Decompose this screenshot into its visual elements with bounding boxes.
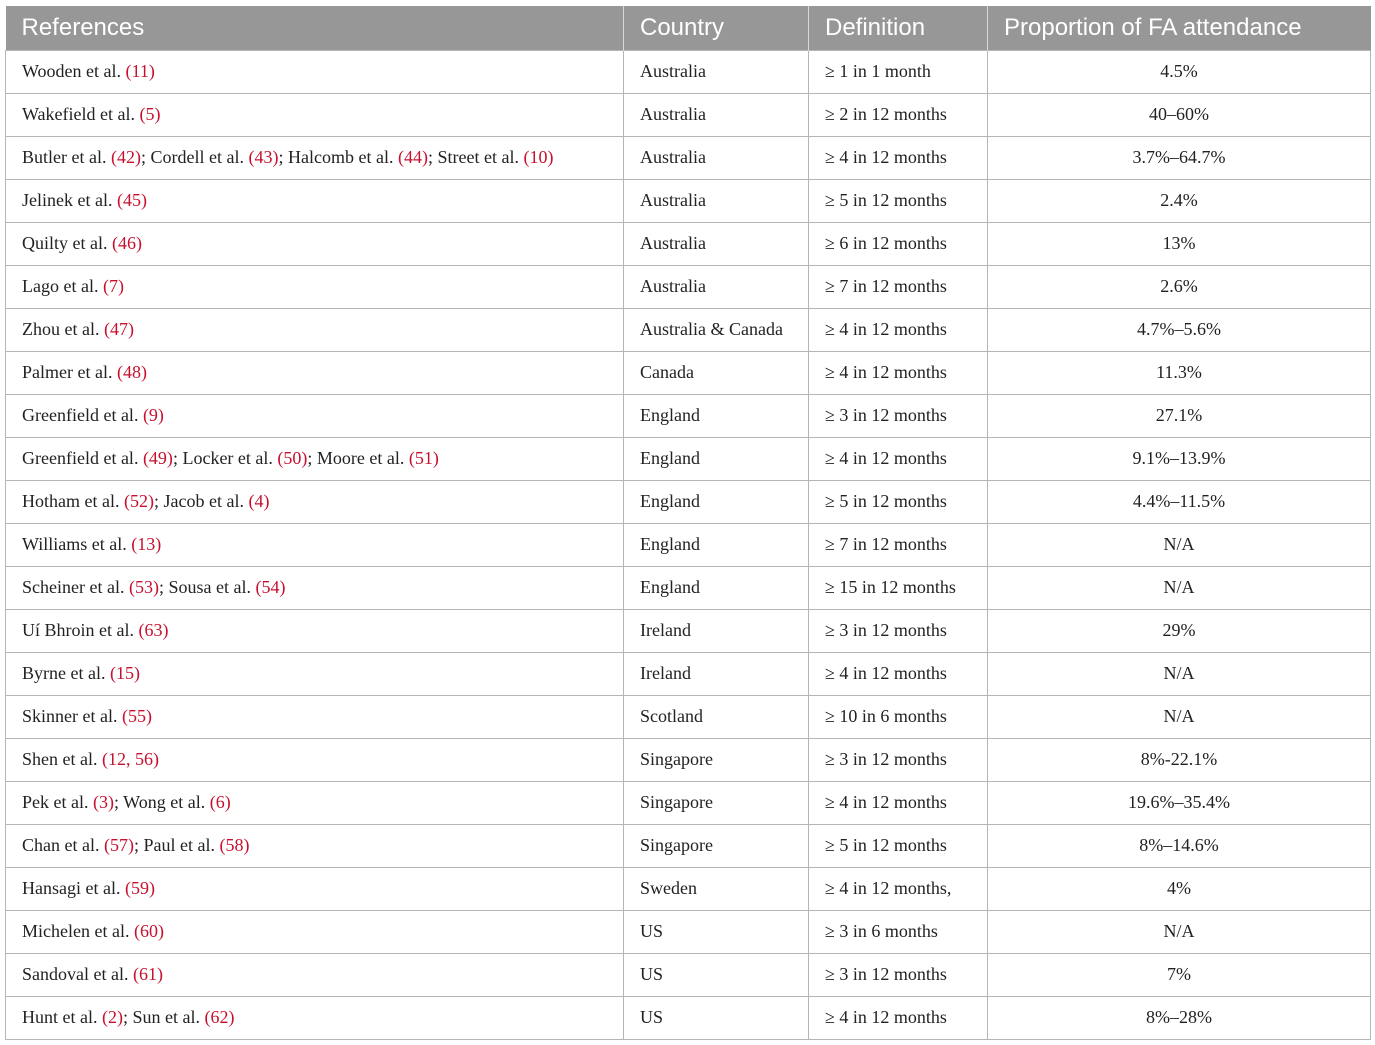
cell-definition: ≥ 5 in 12 months	[809, 824, 988, 867]
cell-definition: ≥ 3 in 6 months	[809, 910, 988, 953]
cell-country: Australia	[624, 179, 809, 222]
reference-author: Williams et al.	[22, 534, 127, 554]
cell-proportion: 3.7%–64.7%	[988, 136, 1371, 179]
cell-proportion: N/A	[988, 910, 1371, 953]
reference-author: Skinner et al.	[22, 706, 118, 726]
table-header	[6, 6, 1371, 50]
cell-references	[6, 308, 624, 351]
reference-citation-link[interactable]: (10)	[523, 147, 554, 167]
cell-definition: ≥ 5 in 12 months	[809, 179, 988, 222]
table-row	[6, 265, 1371, 308]
reference-citation-link[interactable]: (11)	[125, 61, 155, 81]
reference-author: Hotham et al.	[22, 491, 120, 511]
cell-proportion: N/A	[988, 652, 1371, 695]
cell-references	[6, 609, 624, 652]
cell-country: US	[624, 996, 809, 1039]
reference-citation-link[interactable]: (2)	[101, 1007, 123, 1027]
reference-author: Wooden et al.	[22, 61, 122, 81]
table-row	[6, 308, 1371, 351]
cell-definition: ≥ 4 in 12 months	[809, 652, 988, 695]
cell-references	[6, 351, 624, 394]
cell-country: England	[624, 394, 809, 437]
cell-references	[6, 566, 624, 609]
table-row	[6, 953, 1371, 996]
cell-proportion: N/A	[988, 566, 1371, 609]
table-row	[6, 695, 1371, 738]
reference-separator: ;	[307, 448, 317, 468]
reference-author: Butler et al.	[22, 147, 107, 167]
table-body	[6, 50, 1371, 1039]
reference-separator: ;	[427, 147, 438, 167]
cell-proportion: 8%–28%	[988, 996, 1371, 1039]
cell-definition: ≥ 4 in 12 months	[809, 136, 988, 179]
reference-author: Greenfield et al.	[22, 405, 139, 425]
reference-citation-link[interactable]: (51)	[408, 448, 439, 468]
cell-references	[6, 93, 624, 136]
reference-citation-link[interactable]: (13)	[131, 534, 162, 554]
cell-proportion: 4%	[988, 867, 1371, 910]
cell-country: England	[624, 523, 809, 566]
cell-definition: ≥ 5 in 12 months	[809, 480, 988, 523]
reference-author: Zhou et al.	[22, 319, 100, 339]
cell-proportion: 4.4%–11.5%	[988, 480, 1371, 523]
cell-definition: ≥ 10 in 6 months	[809, 695, 988, 738]
cell-references	[6, 910, 624, 953]
cell-proportion: 27.1%	[988, 394, 1371, 437]
cell-country: Australia	[624, 136, 809, 179]
reference-author: Sandoval et al.	[22, 964, 129, 984]
cell-proportion: 40–60%	[988, 93, 1371, 136]
cell-proportion: 2.6%	[988, 265, 1371, 308]
cell-definition: ≥ 7 in 12 months	[809, 523, 988, 566]
cell-proportion: 19.6%–35.4%	[988, 781, 1371, 824]
table-row	[6, 781, 1371, 824]
table-row	[6, 394, 1371, 437]
cell-proportion: 29%	[988, 609, 1371, 652]
reference-separator: ;	[133, 835, 144, 855]
table-row	[6, 179, 1371, 222]
cell-references	[6, 652, 624, 695]
reference-citation-link[interactable]: (61)	[132, 964, 163, 984]
reference-citation-link[interactable]: (59)	[124, 878, 155, 898]
reference-author: Hansagi et al.	[22, 878, 121, 898]
header-definition: Definition	[809, 6, 988, 50]
cell-definition: ≥ 4 in 12 months	[809, 351, 988, 394]
cell-references	[6, 996, 624, 1039]
cell-references	[6, 824, 624, 867]
table-row	[6, 136, 1371, 179]
reference-author: Jelinek et al.	[22, 190, 113, 210]
cell-definition: ≥ 4 in 12 months	[809, 308, 988, 351]
cell-country: Singapore	[624, 824, 809, 867]
cell-references	[6, 695, 624, 738]
table-row	[6, 910, 1371, 953]
reference-author: Shen et al.	[22, 749, 98, 769]
reference-citation-link[interactable]: (47)	[103, 319, 134, 339]
cell-definition: ≥ 4 in 12 months	[809, 781, 988, 824]
reference-separator: ;	[113, 792, 124, 812]
table-row	[6, 50, 1371, 93]
cell-proportion: 11.3%	[988, 351, 1371, 394]
reference-citation-link[interactable]: (55)	[121, 706, 152, 726]
cell-references	[6, 781, 624, 824]
header-row	[6, 6, 1371, 50]
reference-author: Moore et al.	[316, 448, 405, 468]
cell-country: Ireland	[624, 609, 809, 652]
reference-author: Lago et al.	[22, 276, 99, 296]
table-row	[6, 351, 1371, 394]
reference-author: Chan et al.	[22, 835, 100, 855]
table-row	[6, 480, 1371, 523]
reference-author: Byrne et al.	[22, 663, 106, 683]
cell-references	[6, 222, 624, 265]
table-row	[6, 738, 1371, 781]
cell-proportion: 4.5%	[988, 50, 1371, 93]
cell-references	[6, 437, 624, 480]
cell-country: US	[624, 953, 809, 996]
reference-author: Sun et al.	[132, 1007, 200, 1027]
cell-definition: ≥ 1 in 1 month	[809, 50, 988, 93]
cell-proportion: 8%-22.1%	[988, 738, 1371, 781]
cell-country: England	[624, 480, 809, 523]
reference-citation-link[interactable]: (7)	[102, 276, 124, 296]
reference-author: Palmer et al.	[22, 362, 113, 382]
fa-attendance-table-container	[5, 6, 1370, 1040]
cell-country: Sweden	[624, 867, 809, 910]
table-row	[6, 566, 1371, 609]
cell-references	[6, 523, 624, 566]
reference-author: Jacob et al.	[163, 491, 244, 511]
reference-author: Pek et al.	[22, 792, 89, 812]
reference-author: Street et al.	[437, 147, 519, 167]
table-row	[6, 867, 1371, 910]
table-row	[6, 652, 1371, 695]
cell-definition: ≥ 3 in 12 months	[809, 609, 988, 652]
reference-separator: ;	[158, 577, 169, 597]
cell-definition: ≥ 6 in 12 months	[809, 222, 988, 265]
reference-citation-link[interactable]: (4)	[248, 491, 270, 511]
reference-author: Quilty et al.	[22, 233, 108, 253]
table-row	[6, 437, 1371, 480]
reference-citation-link[interactable]: (50)	[277, 448, 308, 468]
cell-country: Australia	[624, 50, 809, 93]
cell-country: Singapore	[624, 781, 809, 824]
reference-citation-link[interactable]: (15)	[109, 663, 140, 683]
reference-author: Michelen et al.	[22, 921, 130, 941]
cell-references	[6, 480, 624, 523]
cell-country: England	[624, 437, 809, 480]
reference-author: Uí Bhroin et al.	[22, 620, 134, 640]
reference-author: Sousa et al.	[168, 577, 251, 597]
cell-proportion: 13%	[988, 222, 1371, 265]
table-row	[6, 222, 1371, 265]
reference-citation-link[interactable]: (62)	[204, 1007, 235, 1027]
cell-proportion: 2.4%	[988, 179, 1371, 222]
cell-references	[6, 265, 624, 308]
reference-author: Scheiner et al.	[22, 577, 125, 597]
cell-definition: ≥ 7 in 12 months	[809, 265, 988, 308]
cell-definition: ≥ 3 in 12 months	[809, 738, 988, 781]
reference-citation-link[interactable]: (3)	[92, 792, 114, 812]
reference-separator: ;	[122, 1007, 133, 1027]
reference-author: Halcomb et al.	[288, 147, 394, 167]
reference-author: Hunt et al.	[22, 1007, 98, 1027]
cell-definition: ≥ 3 in 12 months	[809, 394, 988, 437]
cell-country: Australia	[624, 265, 809, 308]
reference-citation-link[interactable]: (6)	[209, 792, 231, 812]
cell-definition: ≥ 4 in 12 months,	[809, 867, 988, 910]
fa-attendance-table	[5, 6, 1371, 1040]
table-row	[6, 824, 1371, 867]
cell-country: England	[624, 566, 809, 609]
cell-proportion: N/A	[988, 695, 1371, 738]
header-country: Country	[624, 6, 809, 50]
header-proportion: Proportion of FA attendance	[988, 6, 1371, 50]
cell-proportion: 9.1%–13.9%	[988, 437, 1371, 480]
cell-country: Scotland	[624, 695, 809, 738]
reference-author: Cordell et al.	[150, 147, 244, 167]
cell-references	[6, 136, 624, 179]
cell-definition: ≥ 4 in 12 months	[809, 437, 988, 480]
reference-separator: ;	[153, 491, 164, 511]
cell-definition: ≥ 4 in 12 months	[809, 996, 988, 1039]
cell-references	[6, 394, 624, 437]
reference-author: Wong et al.	[123, 792, 206, 812]
cell-country: Australia	[624, 93, 809, 136]
reference-citation-link[interactable]: (46)	[111, 233, 142, 253]
reference-citation-link[interactable]: (45)	[116, 190, 147, 210]
reference-separator: ;	[172, 448, 183, 468]
reference-citation-link[interactable]: (12, 56)	[101, 749, 159, 769]
reference-citation-link[interactable]: (58)	[219, 835, 250, 855]
cell-references	[6, 179, 624, 222]
cell-proportion: N/A	[988, 523, 1371, 566]
reference-citation-link[interactable]: (43)	[248, 147, 279, 167]
header-references: References	[6, 6, 624, 50]
reference-citation-link[interactable]: (49)	[142, 448, 173, 468]
cell-country: Singapore	[624, 738, 809, 781]
reference-citation-link[interactable]: (57)	[103, 835, 134, 855]
cell-country: Australia	[624, 222, 809, 265]
cell-definition: ≥ 3 in 12 months	[809, 953, 988, 996]
table-row	[6, 523, 1371, 566]
cell-country: Canada	[624, 351, 809, 394]
table-row	[6, 609, 1371, 652]
cell-proportion: 7%	[988, 953, 1371, 996]
table-row	[6, 93, 1371, 136]
cell-references	[6, 50, 624, 93]
reference-separator: ;	[140, 147, 151, 167]
reference-author: Wakefield et al.	[22, 104, 135, 124]
cell-proportion: 8%–14.6%	[988, 824, 1371, 867]
reference-citation-link[interactable]: (60)	[133, 921, 164, 941]
reference-citation-link[interactable]: (5)	[139, 104, 161, 124]
reference-citation-link[interactable]: (54)	[255, 577, 286, 597]
reference-citation-link[interactable]: (52)	[123, 491, 154, 511]
cell-references	[6, 738, 624, 781]
reference-author: Locker et al.	[182, 448, 273, 468]
cell-country: Australia & Canada	[624, 308, 809, 351]
cell-definition: ≥ 15 in 12 months	[809, 566, 988, 609]
reference-author: Paul et al.	[143, 835, 215, 855]
cell-references	[6, 953, 624, 996]
cell-proportion: 4.7%–5.6%	[988, 308, 1371, 351]
reference-citation-link[interactable]: (53)	[128, 577, 159, 597]
reference-citation-link[interactable]: (48)	[116, 362, 147, 382]
reference-author: Greenfield et al.	[22, 448, 139, 468]
reference-citation-link[interactable]: (9)	[142, 405, 164, 425]
cell-country: Ireland	[624, 652, 809, 695]
reference-citation-link[interactable]: (42)	[110, 147, 141, 167]
cell-definition: ≥ 2 in 12 months	[809, 93, 988, 136]
reference-citation-link[interactable]: (63)	[138, 620, 169, 640]
cell-references	[6, 867, 624, 910]
cell-country: US	[624, 910, 809, 953]
reference-separator: ;	[278, 147, 288, 167]
table-row	[6, 996, 1371, 1039]
reference-citation-link[interactable]: (44)	[397, 147, 428, 167]
